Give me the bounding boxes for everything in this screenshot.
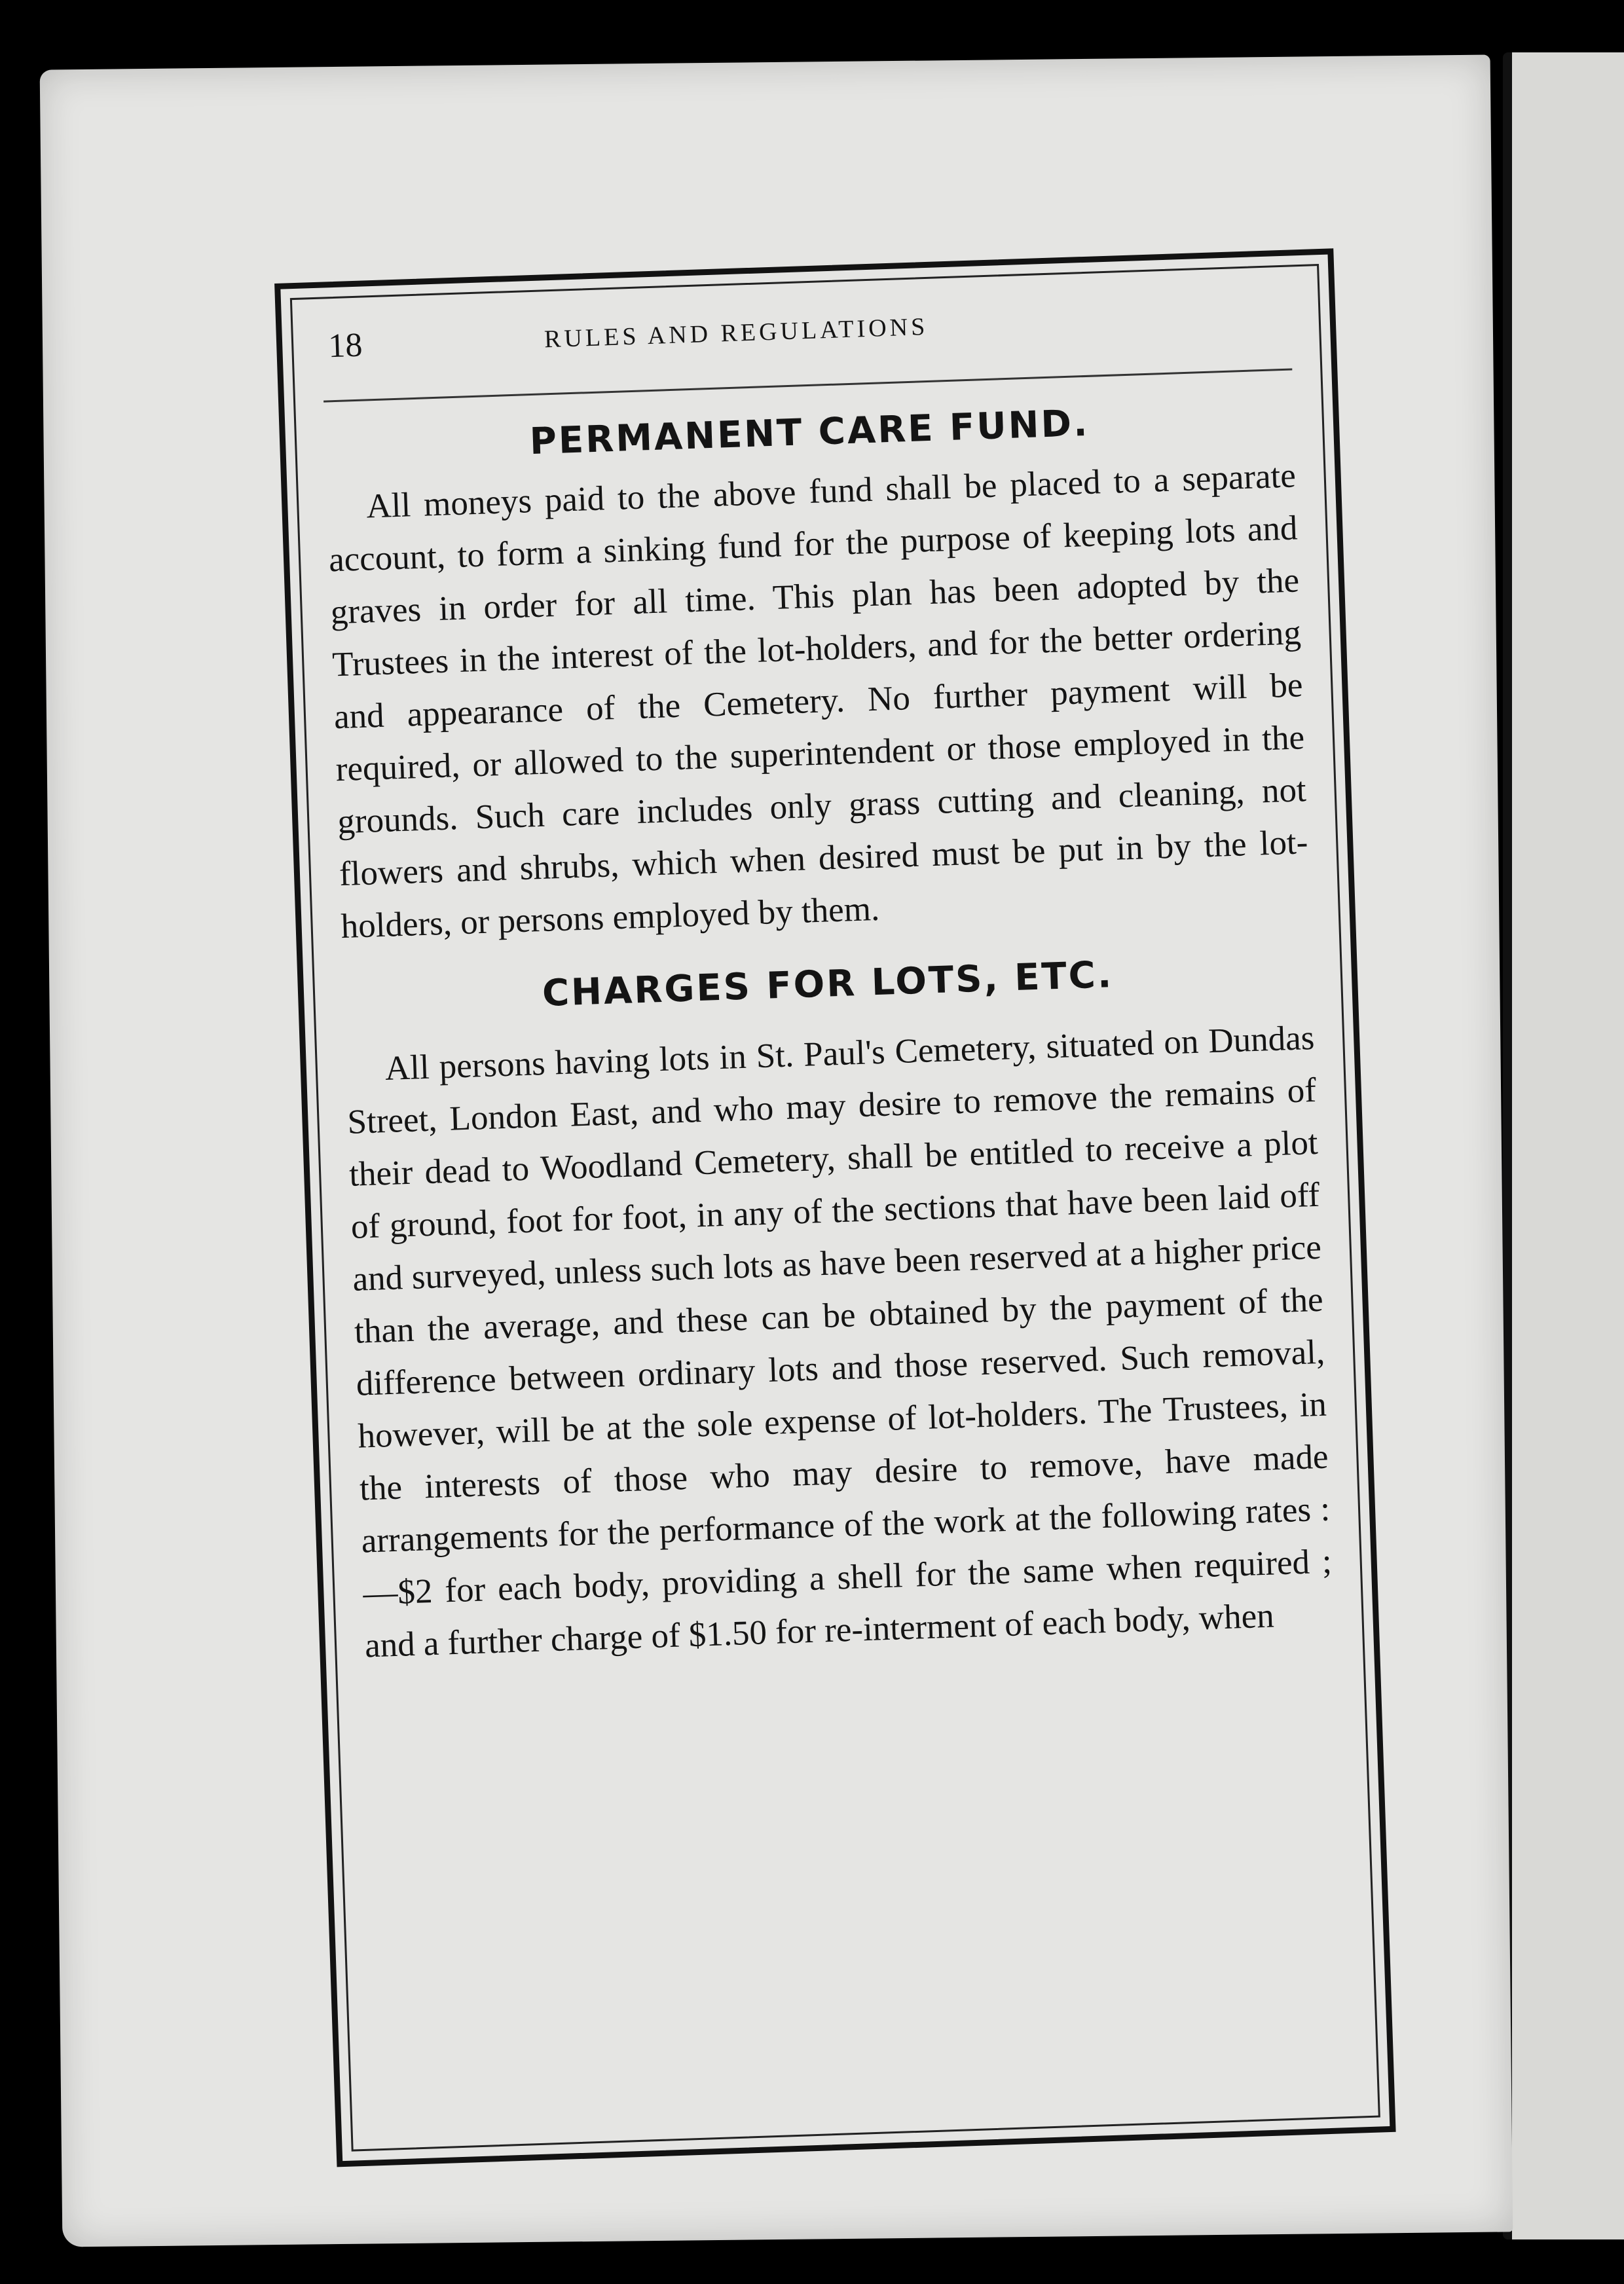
header-rule [323,368,1292,402]
section-heading-permanent-care-fund: PERMANENT CARE FUND. [528,401,1090,464]
page-content [321,289,1335,1672]
running-title: RULES AND REGULATIONS [544,312,929,354]
section-body-charges-for-lots: All persons having lots in St. Paul's Cemetery, situated on Dundas Street, London East, and who may desire to remove the remains of their dead to Woodland Cemetery, shall be entitled to receive a plot of ground, foot for foot, in any of the sections that have been laid off and surveyed, unless such lots as have been reserved at a higher price than the average, and these can be obtained by the payment of the difference between ordinary lots and those reserved. Such removal, however, will be at the sole expense of lot-holders. The Trustees, in the interests of those who may desire to remove, have made arrangements for the performance of the work at the following rates :—$2 for each body, providing a shell for the same when required ; and a further charge of $1.50 for re-interment of each body, when [346,1018,1333,1665]
adjacent-page-edge [1503,52,1624,2239]
section-heading-charges-for-lots: CHARGES FOR LOTS, ETC. [542,953,1115,1015]
page-border [274,248,1396,2167]
section-body-permanent-care-fund: All moneys paid to the above fund shall be placed to a separate account, to form a sinking fund for the purpose of keeping lots and graves in order for all time. This plan has been adopted by the Trustees in the interest of the lot-holders, and for the better ordering and appearance of the Cemetery. No further payment will be required, or allowed to the superintendent or those employed in the grounds. Such care includes only grass cutting and cleaning, not flowers and shrubs, which when desired must be put in by the lot-holders, or persons employed by them. [328,456,1309,946]
book-page [40,54,1513,2247]
page-number: 18 [327,326,363,365]
